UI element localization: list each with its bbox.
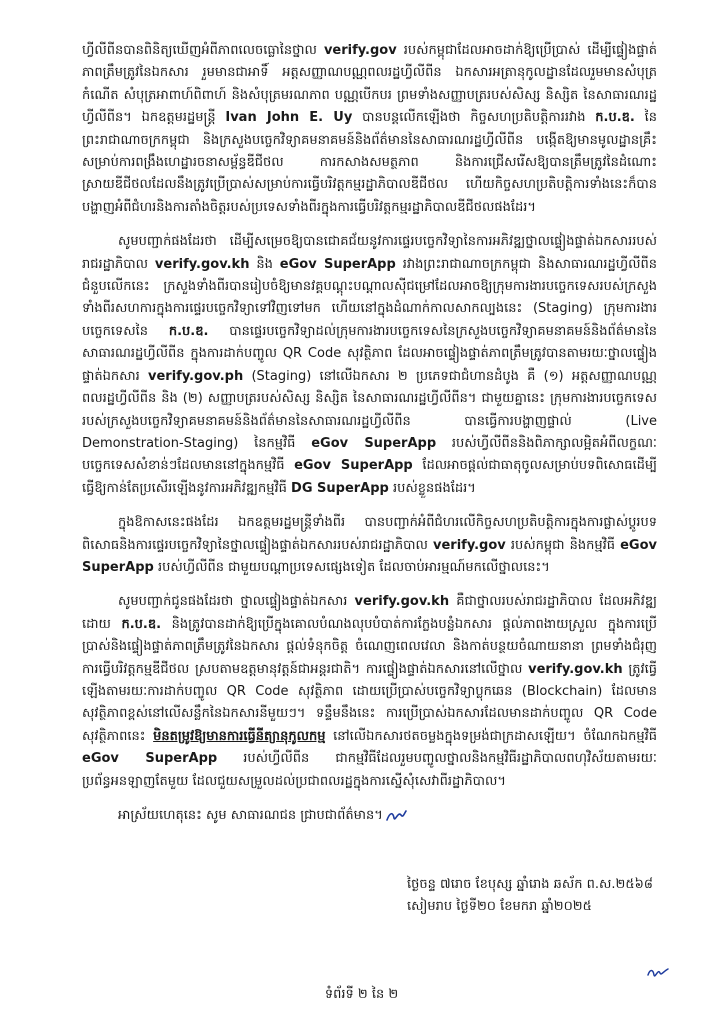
emphasis-text: DG SuperApp — [291, 480, 389, 496]
paragraph-2 — [82, 231, 657, 500]
text-run: សូមបញ្ជាក់ផងដែរថា ដើម្បីសម្រេចឱ្យបានជោគជ័យនូវការផ្ទេរបច្ចេកវិទ្យានៃការអភិវឌ្ឍថ្នាលផ្ទៀងផ្ទាត់ឯកសាររបស់រាជរដ្ឋាភិបាល — [82, 234, 657, 272]
emphasis-text: eGov SuperApp — [279, 256, 396, 272]
emphasis-text: eGov SuperApp — [82, 537, 657, 575]
date-solar: សៀមរាប ថ្ងៃទី២០ ខែមករា ឆ្នាំ២០២៥ — [407, 899, 592, 914]
text-run: របស់ហ្វីលីពីន ជាមួយបណ្តាប្រទេសផ្សេងទៀត ដែលចាប់អារម្មណ៍មកលើថ្នាលនេះ។ — [153, 559, 550, 575]
emphasis-text: Ivan John E. Uy — [225, 110, 353, 126]
emphasis-text: verify.gov.kh — [354, 594, 450, 610]
closing-text: អាស្រ័យហេតុនេះ សូម សាធារណជន ជ្រាបជាព័ត៌មាន។ — [118, 808, 383, 823]
paragraph-4 — [82, 591, 657, 793]
text-run: និងត្រូវបានដាក់ឱ្យប្រើក្នុងគោលបំណងលុបបំបាត់ការក្លែងបន្លំឯកសារ ផ្តល់ភាពងាយស្រួល ក្នុងការប្រើប្រាស់និងផ្ទៀងផ្ទាត់ភាពត្រឹមត្រូវនៃឯកសារ ផ្តល់ទំនុកចិត្ត ចំណេញពេលវេលា និងកាត់បន្ថយចំណាយនានា ព្រមទាំងជំរុញការធ្វើបរិវត្តកម្មឌីជីថល ស្របតាមឧត្តមានុវត្តន៍ជាអន្តរជាតិ។ ការផ្ទៀងផ្ទាត់ឯកសារនៅលើថ្នាល — [82, 616, 657, 677]
text-run: ក្នុងឱកាសនេះផងដែរ ឯកឧត្តមរដ្ឋមន្ត្រីទាំងពីរ បានបញ្ជាក់អំពីជំហរលើកិច្ចសហប្រតិបត្តិការក្នុងការផ្លាស់ប្តូរបទពិសោធនិងការផ្ទេរបច្ចេកវិទ្យានៃថ្នាលផ្ទៀងផ្ទាត់ឯកសាររបស់រាជរដ្ឋាភិបាល — [82, 515, 657, 553]
text-run: ហ្វីលីពីនបានពិនិត្យឃើញអំពីភាពលេចធ្លោនៃថ្នាល — [82, 43, 324, 58]
emphasis-text: ក.ប.ឌ. — [121, 616, 162, 632]
text-run: បានបន្តលើកឡើងថា កិច្ចសហប្រតិបត្តិការរវាង — [352, 110, 596, 126]
text-run: របស់ហ្វីលីពីន ជាកម្មវិធីដែលរួមបញ្ចូលថ្នាលនិងកម្មវិធីរដ្ឋាភិបាលពហុវិស័យតាមរយៈប្រព័ន្ធអនឡាញតែមួយ ដែលជួយសម្រួលដល់ប្រជាពលរដ្ឋក្នុងការស្នើសុំសេវាពីរដ្ឋាភិបាល។ — [82, 751, 657, 789]
emphasis-text: ក.ប.ឌ. — [595, 110, 635, 126]
paragraph-1 — [82, 40, 657, 219]
text-run: ត្រូវធ្វើឡើងតាមរយៈការដាក់បញ្ចូល QR Code សុវត្ថិភាព ដោយប្រើប្រាស់បច្ចេកវិទ្យាប្លុកឆេន (Blockchain) ដែលមានសុវត្ថិភាពខ្ពស់នៅលើសន្លឹកនៃឯកសារនីមួយៗ។ ទន្ទឹមនឹងនេះ ការប្រើប្រាស់ឯកសារដែលមានដាក់បញ្ចូល QR Code សុវត្ថិភាពនេះ — [82, 661, 657, 744]
text-run: របស់ខ្លួនផងដែរ។ — [388, 480, 476, 496]
paragraph-3 — [82, 512, 657, 579]
text-run: របស់កម្ពុជាដែលអាចដាក់ឱ្យប្រើប្រាស់ ដើម្បីផ្ទៀងផ្ទាត់ភាពត្រឹមត្រូវនៃឯកសារ រួមមានជាអាទិ៍ អត្តសញ្ញាណបណ្ណពលរដ្ឋហ្វីលីពីន ឯកសារអត្រានុកូលដ្ឋានដែលរួមមានសំបុត្រកំណើត សំបុត្រអាពាហ៍ពិពាហ៍ និងសំបុត្រមរណភាព បណ្ណបើកបរ ព្រមទាំងសញ្ញាបត្ររបស់សិស្ស និស្សិត នៃសាធារណរដ្ឋហ្វីលីពីន។ ឯកឧត្តមរដ្ឋមន្ត្រី — [82, 43, 657, 126]
body-text — [82, 40, 657, 827]
date-lunar: ថ្ងៃចន្ទ ៧រោច ខែបុស្ស ឆ្នាំរោង ឆស័ក ព.ស.២៥៦៨ — [407, 877, 653, 892]
page-number: ទំព័រទី ២ នៃ ២ — [324, 987, 399, 1002]
signature-mark-icon — [385, 809, 407, 823]
emphasis-text: មិនតម្រូវឱ្យមានការធ្វើនីត្យានុកូលកម្ម — [153, 728, 326, 744]
emphasis-text: verify.gov — [323, 43, 397, 58]
emphasis-text: eGov SuperApp — [294, 458, 413, 474]
closing-line — [82, 805, 657, 827]
text-run: នៃព្រះរាជាណាចក្រកម្ពុជា និងក្រសួងបច្ចេកវិទ្យាគមនាគមន៍និងព័ត៌មាននៃសាធារណរដ្ឋហ្វីលីពីន បង្កើតឱ្យមានមូលដ្ឋានគ្រឹះសម្រាប់ការពង្រឹងហេដ្ឋារចនាសម្ព័ន្ធឌីជីថល ការកសាងសមត្ថភាព និងការជ្រើសរើសឱ្យបានត្រឹមត្រូវនៃដំណោះស្រាយឌីជីថលដែលនឹងត្រូវប្រើប្រាស់សម្រាប់ការធ្វើបរិវត្តកម្មរដ្ឋាភិបាលឌីជីថល ហើយកិច្ចសហប្រតិបត្តិការទាំងនេះក៏បានបង្ហាញអំពីជំហរនិងការតាំងចិត្តរបស់ប្រទេសទាំងពីរក្នុងការធ្វើបរិវត្តកម្មរដ្ឋាភិបាលឌីជីថលផងដែរ។ — [82, 110, 658, 215]
emphasis-text: verify.gov — [433, 537, 506, 553]
text-run: នៅលើឯកសារថតចម្លងក្នុងទម្រង់ជាក្រដាសឡើយ។ ចំណែកឯកម្មវិធី — [325, 728, 657, 744]
emphasis-text: verify.gov.kh — [528, 661, 623, 677]
text-run: ដែលអាចផ្តល់ជាធាតុចូលសម្រាប់បទពិសោធដើម្បីធ្វើឱ្យកាន់តែប្រសើរឡើងនូវការអភិវឌ្ឍកម្មវិធី — [82, 458, 657, 496]
date-block — [407, 874, 653, 918]
text-run: រវាងព្រះរាជាណាចក្រកម្ពុជា និងសាធារណរដ្ឋហ្វីលីពីន ជំនួបលើកនេះ ក្រសួងទាំងពីរបានរៀបចំឱ្យមានវគ្គបណ្តុះបណ្តាលស៊ីជម្រៅដែលអាចឱ្យក្រុមការងារបច្ចេកទេសរបស់ក្រសួងទាំងពីរសហការក្នុងការផ្ទេរបច្ចេកវិទ្យាទៅវិញទៅមក ហើយនៅក្នុងដំណាក់កាលសាកល្បងនេះ (Staging) ក្រុមការងារបច្ចេកទេសនៃ — [82, 256, 657, 339]
text-run: សូមបញ្ជាក់ជូនផងដែរថា ថ្នាលផ្ទៀងផ្ទាត់ឯកសារ — [118, 594, 355, 610]
emphasis-text: verify.gov.ph — [148, 368, 244, 384]
text-run: បានផ្ទេរបច្ចេកវិទ្យាដល់ក្រុមការងារបច្ចេកទេសនៃក្រសួងបច្ចេកវិទ្យាគមនាគមន៍និងព័ត៌មាននៃសាធារណរដ្ឋហ្វីលីពីន ក្នុងការដាក់បញ្ចូល QR Code សុវត្ថិភាព ដែលអាចផ្ទៀងផ្ទាត់ភាពត្រឹមត្រូវបានតាមរយៈថ្នាលផ្ទៀងផ្ទាត់ឯកសារ — [82, 323, 657, 384]
text-run: និង — [249, 256, 280, 272]
emphasis-text: eGov SuperApp — [311, 435, 437, 451]
text-run: (Staging) នៅលើឯកសារ ២ ប្រភេទជាជំហានដំបូង គឺ (១) អត្តសញ្ញាណបណ្ណពលរដ្ឋហ្វីលីពីន និង (២) សញ្ញាបត្ររបស់សិស្ស និស្សិត នៃសាធារណរដ្ឋហ្វីលីពីន។ ជាមួយគ្នានេះ ក្រុមការងារបច្ចេកទេសរបស់ក្រសួងបច្ចេកវិទ្យាគមនាគមន៍និងព័ត៌មាននៃសាធារណរដ្ឋហ្វីលីពីន បានធ្វើការបង្ហាញផ្ទាល់ (Live Demonstration-Staging) នៃកម្មវិធី — [82, 368, 657, 451]
emphasis-text: verify.gov.kh — [154, 256, 250, 272]
text-run: របស់ហ្វីលីពីននិងពិភាក្សាលម្អិតអំពីលក្ខណៈបច្ចេកទេសសំខាន់ៗដែលមាននៅក្នុងកម្មវិធី — [82, 435, 657, 474]
initial-mark-icon — [646, 965, 670, 981]
emphasis-text: eGov SuperApp — [82, 751, 218, 767]
emphasis-text: ក.ប.ឌ. — [168, 323, 209, 339]
text-run: របស់កម្ពុជា និងកម្មវិធី — [505, 537, 621, 553]
text-run: គឺជាថ្នាលរបស់រាជរដ្ឋាភិបាល ដែលអភិវឌ្ឍដោយ — [82, 594, 657, 632]
